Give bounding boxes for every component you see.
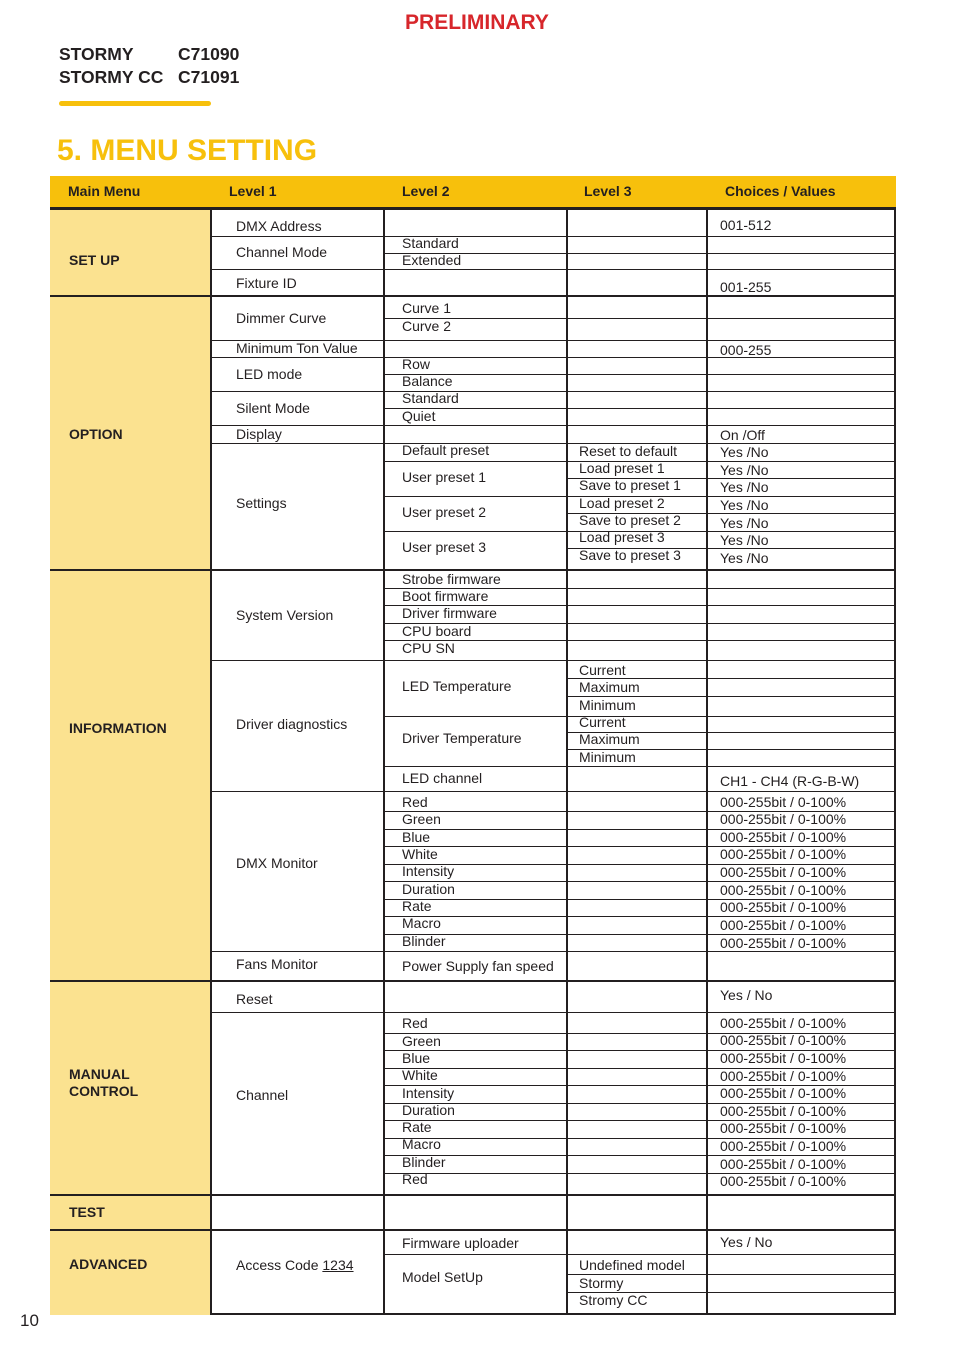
level3-load-preset-3: Load preset 3 [579, 529, 665, 545]
value-channel-range: 000-255bit / 0-100% [720, 1068, 847, 1084]
value-reset: Yes / No [720, 987, 773, 1003]
level1-fans-monitor: Fans Monitor [236, 956, 318, 972]
level1-dmx-monitor: DMX Monitor [236, 855, 318, 871]
level2-blue: Blue [402, 829, 431, 845]
main-menu-setup: SET UP [69, 252, 120, 268]
value-channel-range: 000-255bit / 0-100% [720, 882, 847, 898]
level1-reset: Reset [236, 991, 273, 1007]
row-divider [211, 1012, 895, 1013]
header-choices: Choices / Values [707, 176, 896, 208]
level1-led-mode: LED mode [236, 366, 303, 382]
level2-duration: Duration [402, 1102, 455, 1118]
value-channel-range: 000-255bit / 0-100% [720, 1085, 847, 1101]
header-level-2: Level 2 [384, 176, 566, 208]
access-code-label: Access Code [236, 1257, 319, 1273]
access-code-value: 1234 [322, 1257, 354, 1273]
level3-save-preset-2: Save to preset 2 [579, 512, 681, 528]
row-divider [211, 391, 895, 392]
level2-led-channel: LED channel [402, 770, 483, 786]
row-divider [211, 357, 895, 358]
level1-dmx-address: DMX Address [236, 218, 322, 234]
level2-green: Green [402, 811, 441, 827]
model-code: C71091 [178, 67, 240, 87]
value-channel-range: 000-255bit / 0-100% [720, 811, 847, 827]
value-channel-range: 000-255bit / 0-100% [720, 846, 847, 862]
level2-extended: Extended [402, 252, 462, 268]
level2-red: Red [402, 794, 428, 810]
row-divider [384, 716, 895, 717]
level2-blinder: Blinder [402, 933, 446, 949]
level3-load-preset-2: Load preset 2 [579, 495, 665, 511]
value-channel-range: 000-255bit / 0-100% [720, 864, 847, 880]
page-number: 10 [20, 1311, 39, 1330]
level1-channel-mode: Channel Mode [236, 244, 328, 260]
value-channel-range: 000-255bit / 0-100% [720, 935, 847, 951]
level2-driver-firmware: Driver firmware [402, 605, 497, 621]
main-information-bg [50, 571, 211, 981]
row-divider [384, 318, 895, 319]
level1-channel: Channel [236, 1087, 289, 1103]
header-level-1: Level 1 [211, 176, 384, 208]
level2-rate: Rate [402, 1119, 432, 1135]
level2-duration: Duration [402, 881, 455, 897]
level3-stormy: Stormy [579, 1275, 624, 1291]
row-divider [211, 443, 895, 444]
section-divider [50, 1194, 896, 1196]
value-led-channel: CH1 - CH4 (R-G-B-W) [720, 773, 860, 789]
value-channel-range: 000-255bit / 0-100% [720, 1120, 847, 1136]
value-yes-no: Yes /No [720, 532, 769, 548]
value-channel-range: 000-255bit / 0-100% [720, 1173, 847, 1189]
level2-user-preset-2: User preset 2 [402, 504, 487, 520]
level2-curve-2: Curve 2 [402, 318, 452, 334]
value-channel-range: 000-255bit / 0-100% [720, 1032, 847, 1048]
level3-current: Current [579, 714, 626, 730]
level2-cpu-board: CPU board [402, 623, 472, 639]
value-dmx-address: 001-512 [720, 217, 772, 233]
level2-blinder: Blinder [402, 1154, 446, 1170]
level2-user-preset-1: User preset 1 [402, 469, 487, 485]
level3-current: Current [579, 662, 626, 678]
value-channel-range: 000-255bit / 0-100% [720, 1015, 847, 1031]
level2-blue: Blue [402, 1050, 431, 1066]
level2-quiet: Quiet [402, 408, 436, 424]
level2-boot-firmware: Boot firmware [402, 588, 489, 604]
level1-min-ton: Minimum Ton Value [236, 340, 358, 356]
level2-strobe-firmware: Strobe firmware [402, 571, 501, 587]
level3-minimum: Minimum [579, 697, 636, 713]
level2-model-setup: Model SetUp [402, 1269, 483, 1285]
header-main-menu: Main Menu [50, 176, 211, 208]
level2-white: White [402, 1067, 438, 1083]
level2-power-supply-fan: Power Supply fan speed [402, 958, 554, 974]
value-channel-range: 000-255bit / 0-100% [720, 1103, 847, 1119]
value-yes-no: Yes /No [720, 550, 769, 566]
section-divider [50, 980, 896, 982]
level2-red: Red [402, 1015, 428, 1031]
level2-standard: Standard [402, 235, 459, 251]
section-divider [50, 295, 896, 297]
value-yes-no: Yes /No [720, 479, 769, 495]
model-line-2 [59, 67, 240, 88]
main-menu-information: INFORMATION [69, 720, 167, 736]
level2-default-preset: Default preset [402, 442, 490, 458]
level2-cpu-sn: CPU SN [402, 640, 455, 656]
value-yes-no: Yes /No [720, 462, 769, 478]
value-yes-no: Yes /No [720, 444, 769, 460]
value-display: On /Off [720, 427, 765, 443]
level1-driver-diagnostics: Driver diagnostics [236, 716, 348, 732]
level3-maximum: Maximum [579, 679, 640, 695]
row-divider [211, 791, 895, 792]
level2-macro: Macro [402, 915, 441, 931]
level2-firmware-uploader: Firmware uploader [402, 1235, 519, 1251]
level1-system-version: System Version [236, 607, 334, 623]
row-divider [384, 766, 895, 767]
level2-green: Green [402, 1033, 441, 1049]
main-menu-advanced: ADVANCED [69, 1256, 148, 1272]
model-name: STORMY CC [59, 67, 164, 87]
level3-minimum: Minimum [579, 749, 636, 765]
value-channel-range: 000-255bit / 0-100% [720, 899, 847, 915]
level2-macro: Macro [402, 1136, 441, 1152]
page-title: 5. MENU SETTING [57, 134, 318, 167]
level2-red: Red [402, 1171, 428, 1187]
model-name: STORMY [59, 44, 134, 64]
level3-stromy-cc: Stromy CC [579, 1292, 648, 1308]
section-divider [50, 1229, 896, 1231]
preliminary-label: PRELIMINARY [405, 11, 549, 34]
level2-intensity: Intensity [402, 863, 455, 879]
level3-undefined-model: Undefined model [579, 1257, 685, 1273]
value-channel-range: 000-255bit / 0-100% [720, 1050, 847, 1066]
row-divider [384, 1254, 895, 1255]
level1-silent-mode: Silent Mode [236, 400, 310, 416]
level2-driver-temperature: Driver Temperature [402, 730, 522, 746]
value-channel-range: 000-255bit / 0-100% [720, 1138, 847, 1154]
table-bottom [210, 1313, 896, 1315]
value-firmware: Yes / No [720, 1234, 773, 1250]
level1-access-code [236, 1257, 354, 1273]
row-divider [211, 660, 895, 661]
main-advanced-bg [50, 1231, 211, 1315]
level2-led-temperature: LED Temperature [402, 678, 512, 694]
level3-load-preset-1: Load preset 1 [579, 460, 665, 476]
value-channel-range: 000-255bit / 0-100% [720, 1156, 847, 1172]
main-menu-test: TEST [69, 1204, 105, 1220]
model-code: C71090 [178, 44, 240, 64]
level1-fixture-id: Fixture ID [236, 275, 297, 291]
main-menu-option: OPTION [69, 426, 123, 442]
level2-user-preset-3: User preset 3 [402, 539, 487, 555]
value-fixture-id: 001-255 [720, 279, 772, 295]
value-channel-range: 000-255bit / 0-100% [720, 794, 847, 810]
level2-standard: Standard [402, 390, 459, 406]
row-divider [384, 640, 895, 641]
level1-dimmer-curve: Dimmer Curve [236, 310, 327, 326]
level2-white: White [402, 846, 438, 862]
value-yes-no: Yes /No [720, 497, 769, 513]
level3-save-preset-1: Save to preset 1 [579, 477, 681, 493]
row-divider [211, 236, 895, 237]
value-channel-range: 000-255bit / 0-100% [720, 917, 847, 933]
row-divider [211, 425, 895, 426]
main-menu-manual-control: MANUAL CONTROL [69, 1066, 139, 1099]
row-divider [384, 408, 895, 409]
row-divider [384, 374, 895, 375]
level2-curve-1: Curve 1 [402, 300, 452, 316]
level2-row: Row [402, 356, 431, 372]
level2-rate: Rate [402, 898, 432, 914]
header-level-3: Level 3 [566, 176, 707, 208]
row-divider [211, 951, 895, 952]
col-divider [210, 208, 212, 1315]
level2-balance: Balance [402, 373, 453, 389]
level3-maximum: Maximum [579, 731, 640, 747]
level1-settings: Settings [236, 495, 287, 511]
level3-reset-to-default: Reset to default [579, 443, 678, 459]
level3-save-preset-3: Save to preset 3 [579, 547, 681, 563]
level1-display: Display [236, 426, 282, 442]
accent-bar [59, 101, 211, 106]
value-min-ton: 000-255 [720, 342, 772, 358]
level2-intensity: Intensity [402, 1085, 455, 1101]
model-line-1 [59, 44, 240, 65]
row-divider [211, 269, 895, 270]
value-yes-no: Yes /No [720, 515, 769, 531]
value-channel-range: 000-255bit / 0-100% [720, 829, 847, 845]
